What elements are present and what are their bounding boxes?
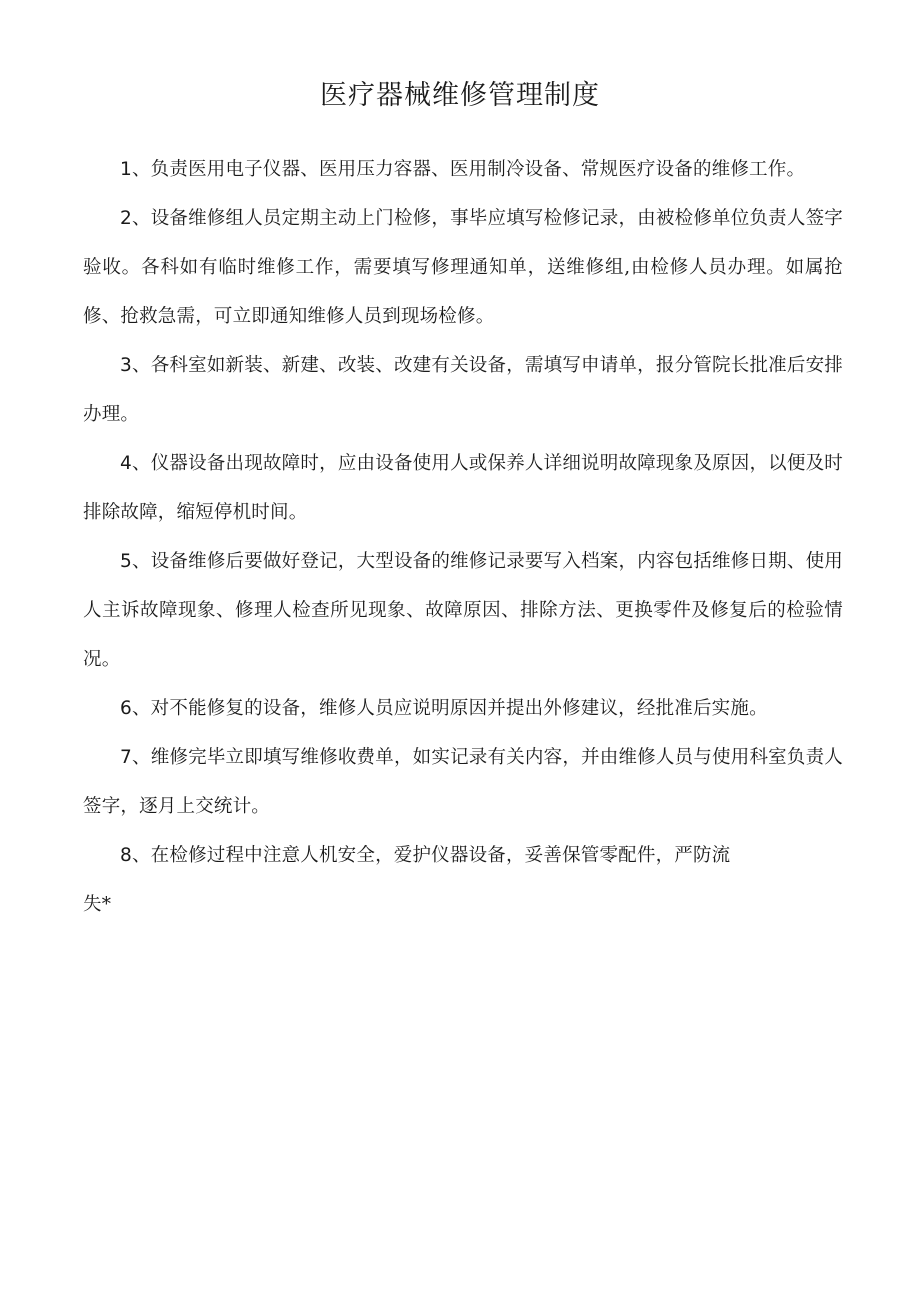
paragraph-number: 2 — [120, 208, 132, 229]
paragraph-5 — [83, 537, 843, 684]
paragraph-text: 、设备维修后要做好登记，大型设备的维修记录要写入档案，内容包括维修日期、使用人主诉故障现象、修理人检查所见现象、故障原因、排除方法、更换零件及修复后的检验情况。 — [83, 551, 843, 670]
paragraph-text: 、维修完毕立即填写维修收费单，如实记录有关内容，并由维修人员与使用科室负责人签字，逐月上交统计。 — [83, 747, 843, 817]
paragraph-text: 、设备维修组人员定期主动上门检修，事毕应填写检修记录，由被检修单位负责人签字验收。各科如有临时维修工作，需要填写修理通知单，送维修组,由检修人员办理。如属抢修、抢救急需，可立即通知维修人员到现场检修。 — [83, 208, 843, 327]
paragraph-text: 、在检修过程中注意人机安全，爱护仪器设备，妥善保管零配件，严防流 — [131, 845, 731, 866]
paragraph-text: 、仪器设备出现故障时，应由设备使用人或保养人详细说明故障现象及原因，以便及时排除故障，缩短停机时间。 — [83, 453, 843, 523]
paragraph-4 — [83, 439, 843, 537]
paragraph-number: 8 — [120, 845, 132, 866]
paragraph-number: 7 — [120, 747, 132, 768]
document-title: 医疗器械维修管理制度 — [320, 80, 600, 111]
paragraph-number: 1 — [120, 159, 132, 180]
paragraph-8-tail: 失* — [83, 894, 112, 915]
paragraph-number: 3 — [120, 355, 132, 376]
paragraph-number: 5 — [120, 551, 132, 572]
paragraph-text: 、各科室如新装、新建、改装、改建有关设备，需填写申请单，报分管院长批准后安排办理。 — [83, 355, 843, 425]
document-body — [83, 145, 843, 929]
paragraph-2 — [83, 194, 843, 341]
paragraph-6 — [83, 684, 843, 733]
paragraph-number: 6 — [120, 698, 132, 719]
paragraph-text: 、对不能修复的设备，维修人员应说明原因并提出外修建议，经批准后实施。 — [131, 698, 768, 719]
paragraph-7 — [83, 733, 843, 831]
paragraph-8 — [83, 831, 843, 880]
paragraph-number: 4 — [120, 453, 132, 474]
paragraph-3 — [83, 341, 843, 439]
paragraph-text: 、负责医用电子仪器、医用压力容器、医用制冷设备、常规医疗设备的维修工作。 — [131, 159, 806, 180]
paragraph-1 — [83, 145, 843, 194]
